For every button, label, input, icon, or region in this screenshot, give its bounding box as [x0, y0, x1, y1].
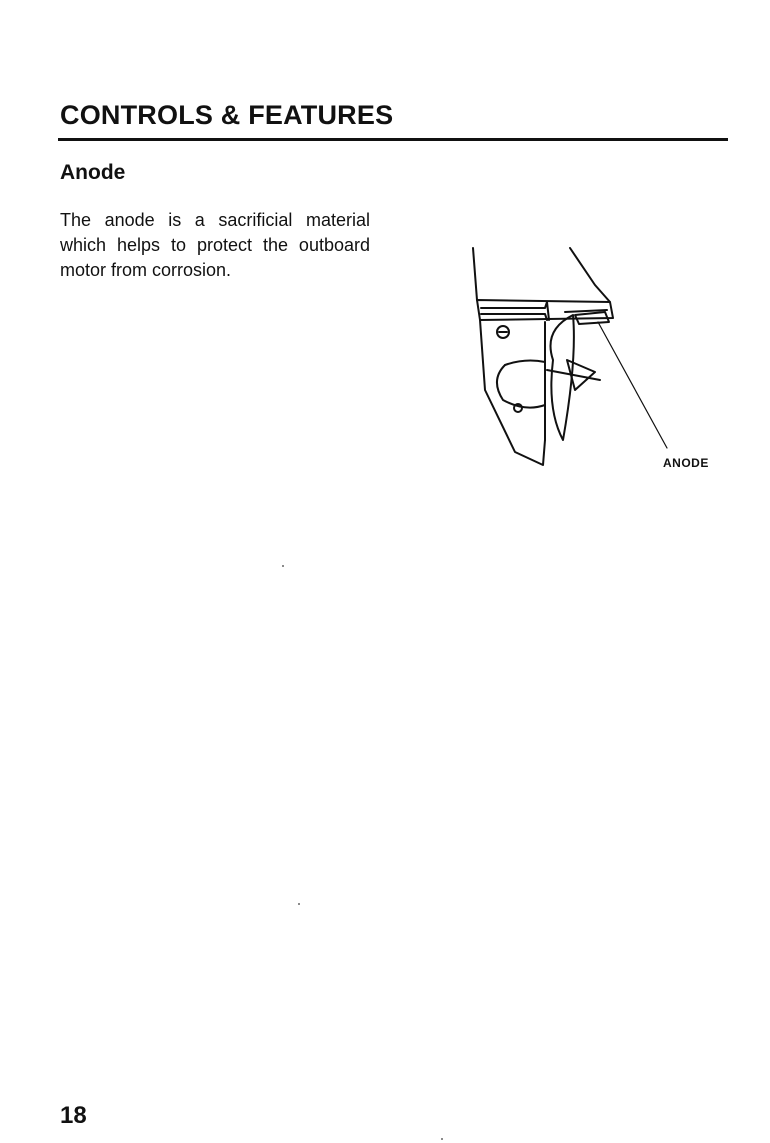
scan-speck	[282, 565, 284, 567]
page-number: 18	[60, 1102, 87, 1129]
scan-speck	[441, 1138, 443, 1140]
outboard-lower-unit-icon	[455, 240, 735, 480]
section-title: CONTROLS & FEATURES	[60, 100, 394, 130]
header-rule	[58, 138, 728, 141]
anode-description: The anode is a sacrificial material which helps to protect the outboard motor from corrosion.	[60, 210, 370, 280]
scan-speck	[298, 903, 300, 905]
anode-heading: Anode	[60, 161, 126, 184]
anode-figure	[455, 240, 735, 480]
anode-label: ANODE	[663, 456, 709, 470]
